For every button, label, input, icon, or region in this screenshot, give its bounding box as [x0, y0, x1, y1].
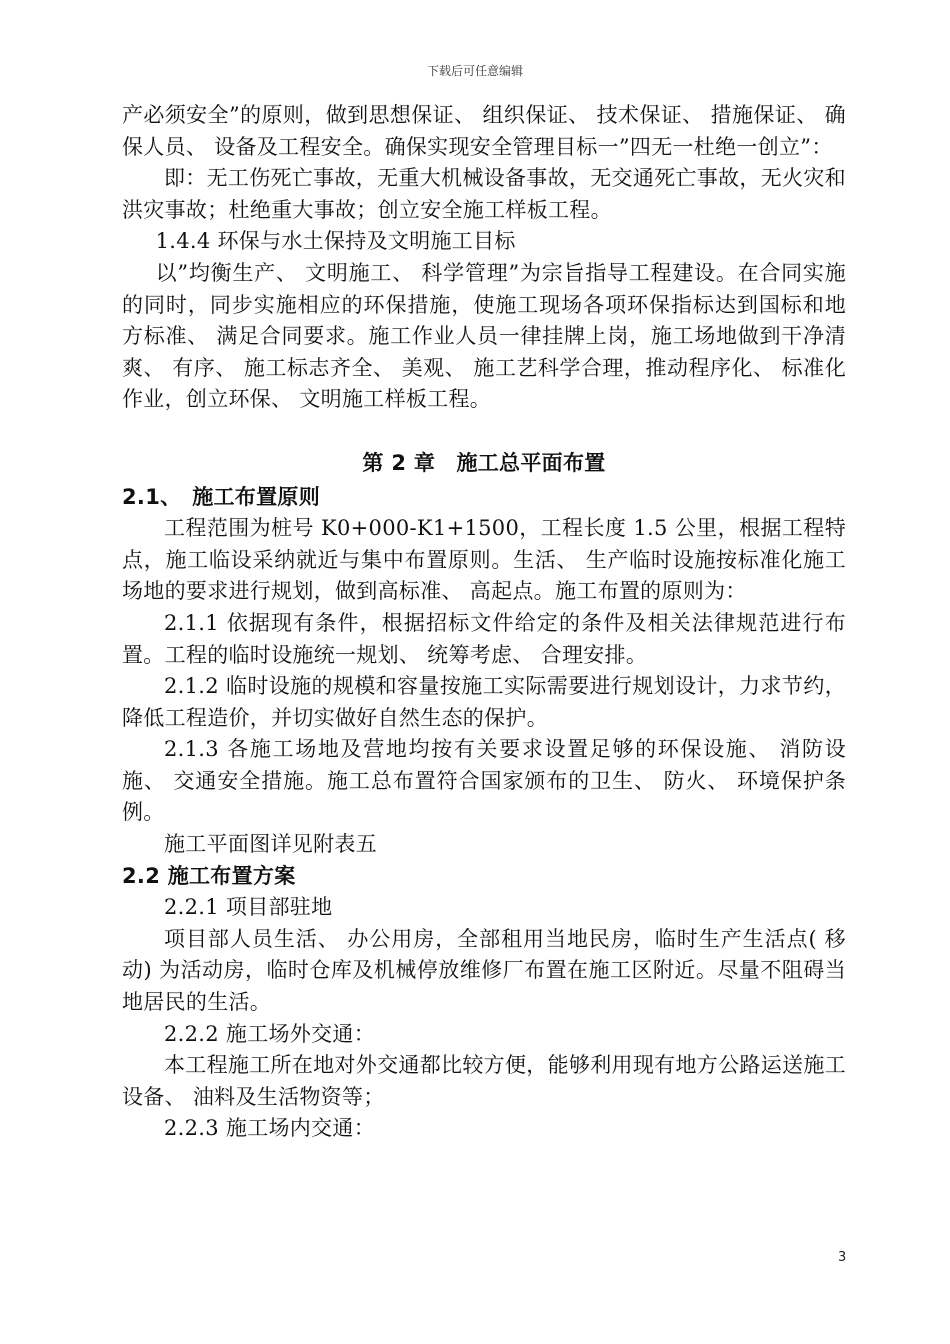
paragraph-environment-goals: 以”均衡生产、 文明施工、 科学管理”为宗旨指导工程建设。在合同实施的同时，同步实施相应的环保措施，使施工现场各项环保指标达到国标和地方标准、 满足合同要求。施工作业人员一律挂牌上岗，施工场地做到干净清爽、 有序、 施工标志齐全、 美观、 施工艺科学合理，推动程序化、 标准化作业，创立环保、 文明施工样板工程。 [122, 260, 846, 412]
subheading-2-2-2: 2.2.2 施工场外交通： [164, 1021, 376, 1046]
paragraph-2-1-1: 2.1.1 依据现有条件，根据招标文件给定的条件及相关法律规范进行布置。工程的临时设施统一规划、 统筹考虑、 合理安排。 [122, 610, 846, 667]
paragraph-2-2-1-body: 项目部人员生活、 办公用房，全部租用当地民房，临时生产生活点( 移动) 为活动房，临时仓库及机械停放维修厂布置在施工区附近。尽量不阻碍当地居民的生活。 [122, 926, 846, 1015]
paragraph-safety-goals: 即：无工伤死亡事故，无重大机械设备事故，无交通死亡事故，无火灾和洪灾事故；杜绝重大事故；创立安全施工样板工程。 [122, 166, 846, 222]
subheading-2-2-3: 2.2.3 施工场内交通： [164, 1116, 376, 1141]
chapter-title: 第 2 章 施工总平面布置 [362, 450, 606, 475]
page-header: 下载后可任意编辑 [426, 64, 523, 78]
paragraph-plan-reference: 施工平面图详见附表五 [164, 832, 377, 857]
paragraph-2-2-2-body: 本工程施工所在地对外交通都比较方便，能够利用现有地方公路运送施工设备、 油料及生活物资等； [122, 1053, 846, 1109]
subheading-2-2-1: 2.2.1 项目部驻地 [164, 895, 333, 920]
subheading-1-4-4: 1.4.4 环保与水土保持及文明施工目标 [155, 229, 516, 254]
section-heading-2-1: 2.1、 施工布置原则 [122, 484, 321, 509]
section-heading-2-2: 2.2 施工布置方案 [122, 863, 296, 888]
paragraph-2-1-intro: 工程范围为桩号 K0+000-K1+1500，工程长度 1.5 公里，根据工程特点，施工临设采纳就近与集中布置原则。生活、 生产临时设施按标准化施工场地的要求进行规划，做到高标准、 高起点。施工布置的原则为： [122, 516, 846, 604]
paragraph-2-1-2: 2.1.2 临时设施的规模和容量按施工实际需要进行规划设计，力求节约，降低工程造价，并切实做好自然生态的保护。 [122, 674, 846, 730]
page-number: 3 [838, 1250, 847, 1265]
paragraph-safety-principle: 产必须安全”的原则，做到思想保证、 组织保证、 技术保证、 措施保证、 确保人员、 设备及工程安全。确保实现安全管理目标一”四无一杜绝一创立”： [122, 103, 846, 159]
paragraph-2-1-3: 2.1.3 各施工场地及营地均按有关要求设置足够的环保设施、 消防设施、 交通安全措施。施工总布置符合国家颁布的卫生、 防火、 环境保护条例。 [122, 737, 846, 825]
document-body [122, 100, 846, 1145]
